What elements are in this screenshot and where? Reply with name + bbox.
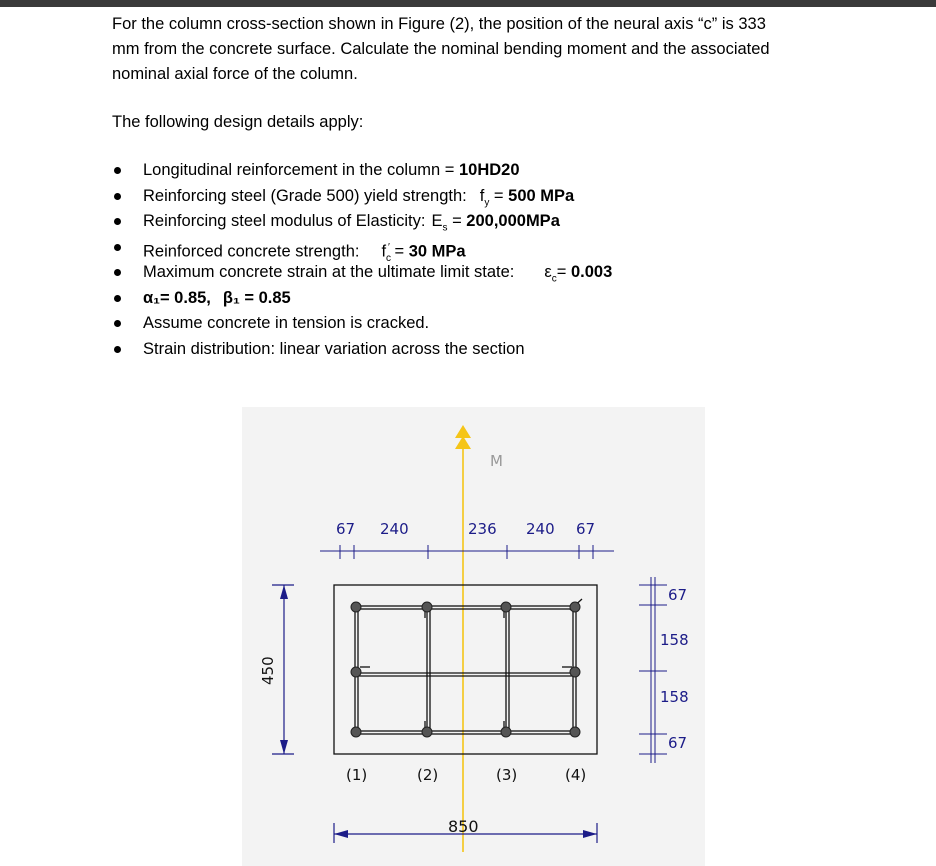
list-item: [112, 260, 612, 286]
detail-equals: =: [447, 212, 467, 230]
reinforcement-bars: [351, 602, 580, 737]
list-item: [112, 158, 612, 184]
top-dim-label: 240: [526, 520, 555, 538]
detail-text: Maximum concrete strain at the ultimate limit state:: [143, 263, 515, 281]
height-dim-label: 450: [259, 656, 277, 685]
problem-line-3: nominal axial force of the column.: [112, 65, 358, 83]
detail-text: Assume concrete in tension is cracked.: [143, 314, 430, 332]
detail-text: Strain distribution: linear variation across the section: [143, 339, 525, 358]
list-item: [112, 235, 612, 264]
detail-subscript: y: [484, 196, 490, 208]
column-outline: [334, 585, 597, 754]
rebar: [351, 667, 361, 677]
window-top-bar: [0, 0, 936, 7]
right-dim-label: 158: [660, 631, 689, 649]
bullet-icon: [114, 244, 121, 251]
layer-label: (2): [417, 766, 439, 784]
details-intro: The following design details apply:: [112, 113, 364, 131]
right-dimension-chain: [639, 577, 667, 763]
rebar: [570, 602, 580, 612]
detail-beta: β₁ = 0.85: [222, 288, 291, 307]
bullet-icon: [114, 218, 121, 225]
height-arrow-bottom: [280, 740, 288, 754]
bullet-icon: [114, 193, 121, 200]
bullet-icon: [114, 295, 121, 302]
top-dim-label: 67: [576, 520, 596, 538]
top-dim-label: 67: [336, 520, 356, 538]
top-dim-label: 236: [468, 520, 497, 538]
bullet-icon: [114, 167, 121, 174]
detail-value: 0.003: [570, 263, 613, 281]
list-item: [112, 286, 612, 312]
detail-value: 30 MPa: [408, 242, 466, 260]
height-arrow-top: [280, 585, 288, 599]
right-dim-label: 67: [668, 586, 688, 604]
detail-prime: ′: [388, 241, 390, 253]
detail-subscript: c: [386, 252, 392, 264]
right-dim-label: 158: [660, 688, 689, 706]
problem-line-1: For the column cross-section shown in Figure (2), the position of the neural axis “c” is 333: [112, 15, 766, 33]
top-dim-label: 240: [380, 520, 409, 538]
layer-label: (4): [565, 766, 587, 784]
detail-symbol: f: [381, 242, 387, 260]
detail-symbol: ε: [544, 263, 552, 281]
layer-label: (1): [346, 766, 368, 784]
rebar: [422, 602, 432, 612]
rebar: [351, 727, 361, 737]
bullet-icon: [114, 346, 121, 353]
ties: [355, 599, 582, 734]
width-arrow-right: [583, 830, 597, 838]
moment-label: M: [490, 452, 503, 470]
detail-alpha: α₁= 0.85,: [143, 288, 211, 307]
detail-value: 500 MPa: [508, 186, 575, 205]
detail-text: Longitudinal reinforcement in the column =: [143, 161, 459, 179]
detail-value: 10HD20: [458, 161, 520, 179]
problem-line-2: mm from the concrete surface. Calculate the nominal bending moment and the associated: [112, 40, 770, 58]
detail-text: Reinforcing steel modulus of Elasticity:: [143, 212, 426, 230]
rebar: [570, 667, 580, 677]
detail-equals: =: [489, 186, 509, 205]
rebar: [351, 602, 361, 612]
list-item: [112, 337, 612, 363]
width-arrow-left: [334, 830, 348, 838]
list-item: [112, 184, 612, 210]
design-details-list: [112, 158, 612, 362]
detail-symbol: E: [431, 212, 443, 230]
bullet-icon: [114, 320, 121, 327]
bullet-icon: [114, 269, 121, 276]
detail-value: 200,000MPa: [466, 212, 560, 230]
detail-equals: =: [556, 263, 571, 281]
column-section-figure: [242, 407, 705, 866]
detail-symbol: f: [479, 186, 485, 205]
problem-statement: [112, 12, 872, 87]
rebar: [501, 727, 511, 737]
rebar: [422, 727, 432, 737]
detail-subscript: c: [551, 273, 557, 285]
width-dim-label: 850: [448, 817, 479, 836]
detail-text: Reinforced concrete strength:: [143, 242, 360, 260]
detail-equals: =: [389, 242, 409, 260]
section-drawing: [242, 407, 705, 866]
list-item: [112, 311, 612, 337]
rebar: [501, 602, 511, 612]
rebar: [570, 727, 580, 737]
top-dimension-chain: [320, 545, 614, 559]
list-item: [112, 209, 612, 235]
layer-label: (3): [496, 766, 518, 784]
detail-subscript: s: [442, 222, 448, 234]
right-dim-label: 67: [668, 734, 688, 752]
detail-text: Reinforcing steel (Grade 500) yield strength:: [143, 186, 467, 205]
